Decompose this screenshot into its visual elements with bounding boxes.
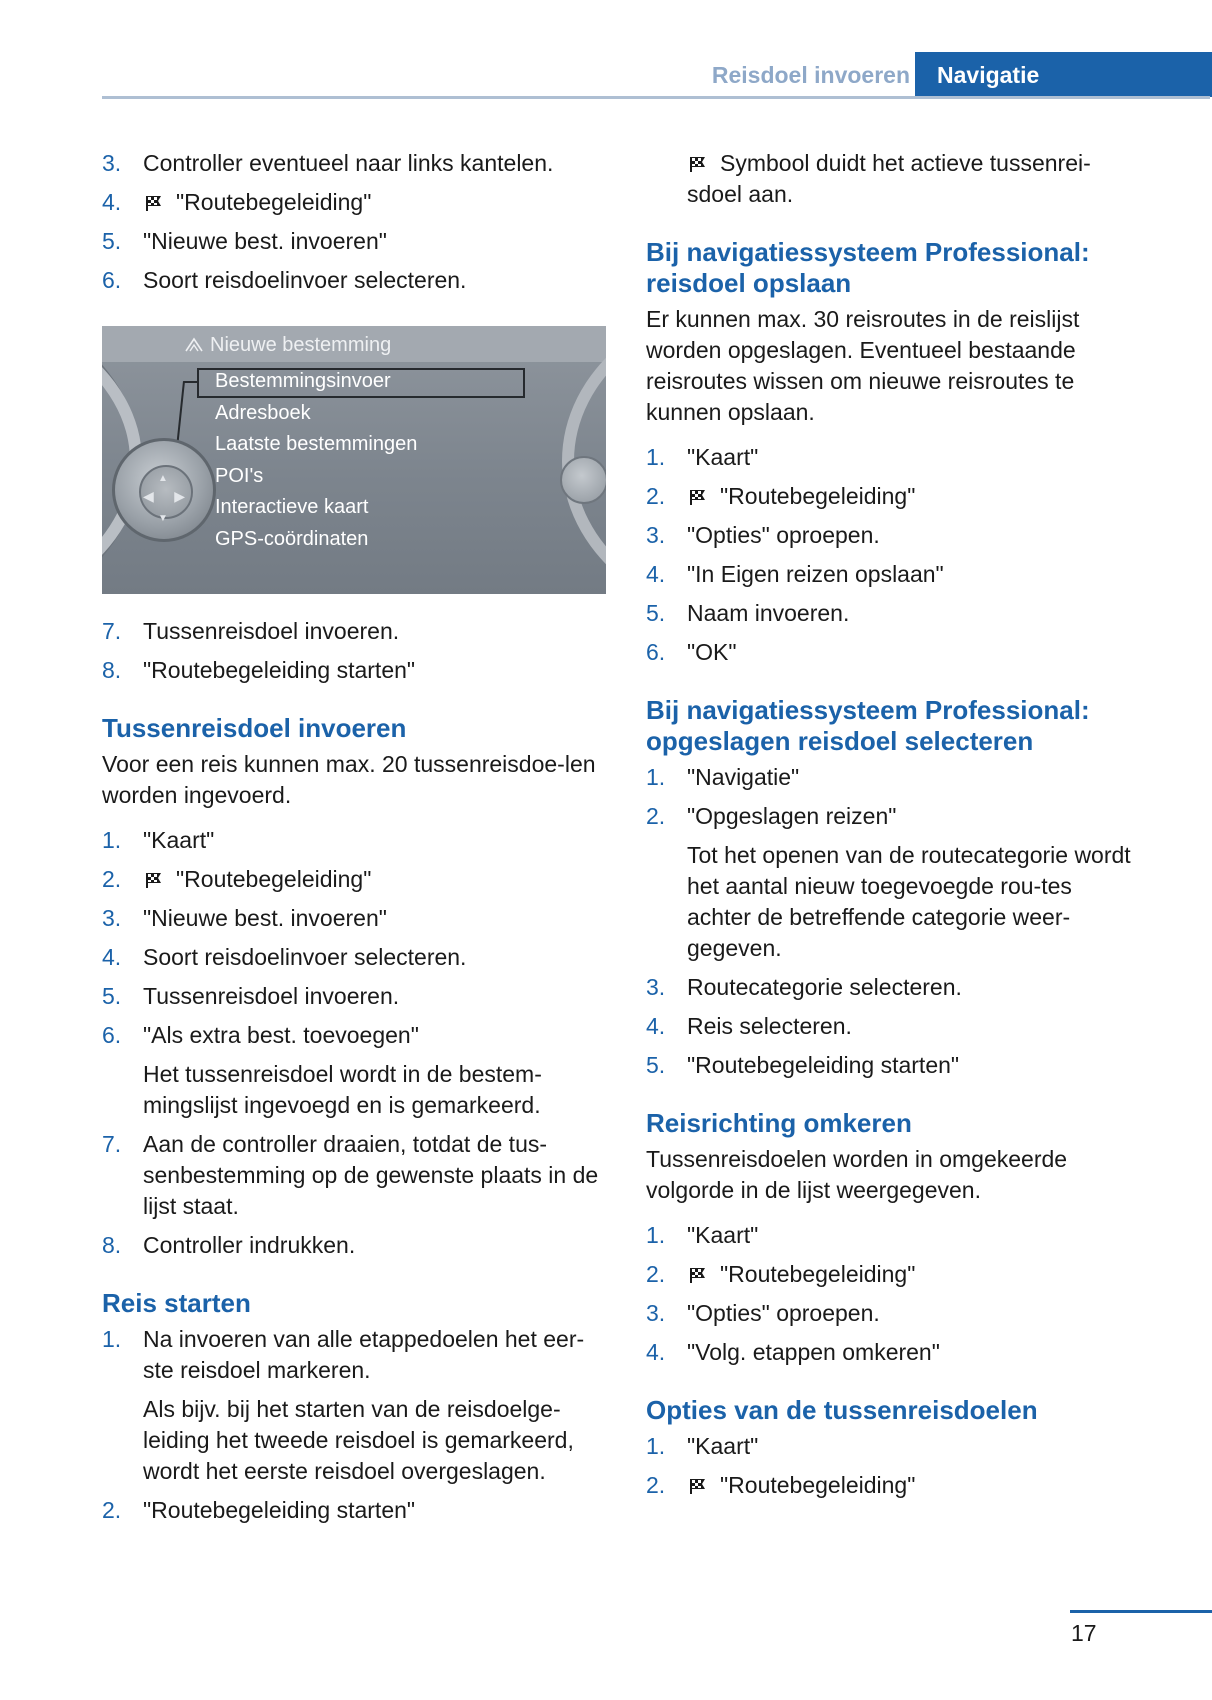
step-note: Het tussenreisdoel wordt in de bestem-mingslijst ingevoegd en is gemarkeerd. [143,1061,542,1118]
step-number: 2. [646,1472,666,1498]
step-text: "Kaart" [687,1222,759,1248]
step-text: "Navigatie" [687,764,800,790]
step-number: 1. [646,1222,666,1248]
step-text: "Routebegeleiding" [720,1472,916,1498]
list-item [102,187,607,218]
step-text: "Nieuwe best. invoeren" [143,228,387,254]
footer-rule [1070,1610,1212,1613]
arrow-left-icon: ◀ [143,488,154,504]
list-item [102,265,607,296]
arrow-down-icon: ▼ [158,513,168,524]
list-item [646,972,1136,1003]
menu-item: Bestemmingsinvoer [215,370,391,392]
step-text: "Routebegeleiding starten" [687,1052,960,1078]
route-guidance-flag-icon [143,870,165,890]
step-number: 1. [102,1326,122,1352]
section-heading: Bij navigatiessysteem Professional: opgeslagen reisdoel selecteren [646,695,1090,756]
step-text: "Routebegeleiding" [176,189,372,215]
idrive-screen-image [102,326,606,594]
step-number: 5. [102,983,122,1009]
list-item [646,559,1136,590]
list-item [102,864,607,895]
list-item [102,981,607,1012]
right-knob [560,456,606,504]
route-guidance-flag-icon [687,1476,709,1496]
list-item [646,762,1136,793]
step-text: "Opties" oproepen. [687,1300,880,1326]
step-text: Na invoeren van alle etappedoelen het eer-ste reisdoel markeren. [143,1326,585,1383]
step-number: 1. [646,1433,666,1459]
step-number: 4. [102,944,122,970]
step-number: 8. [102,657,122,683]
step-number: 1. [646,764,666,790]
menu-item: POI's [215,464,264,487]
list-item [102,226,607,257]
right-column [646,148,1136,1509]
step-number: 2. [646,803,666,829]
step-text: "Opties" oproepen. [687,522,880,548]
list-item [102,903,607,934]
step-number: 3. [646,974,666,1000]
step-text: "Kaart" [687,1433,759,1459]
list-item [102,1324,607,1386]
step-number: 7. [102,618,122,644]
paragraph: Tussenreisdoelen worden in omgekeerde volgorde in de lijst weergegeven. [646,1146,1068,1203]
left-column [102,148,607,1534]
list-item [646,598,1136,629]
screen-title-text: Nieuwe bestemming [210,334,392,356]
step-text: Soort reisdoelinvoer selecteren. [143,267,467,293]
list-item [646,481,1136,512]
step-text: "Kaart" [143,827,215,853]
step-number: 3. [646,1300,666,1326]
step-number: 4. [646,561,666,587]
step-text: Aan de controller draaien, totdat de tus-senbestemming op de gewenste plaats in de lijst staat. [143,1131,599,1219]
list-item [646,1470,1136,1501]
step-text: Controller indrukken. [143,1232,356,1258]
step-text: Controller eventueel naar links kantelen. [143,150,554,176]
step-text: "Routebegeleiding starten" [143,1497,416,1523]
header-rule [102,96,1210,99]
step-number: 8. [102,1232,122,1258]
step-number: 4. [646,1013,666,1039]
step-number: 5. [646,600,666,626]
route-guidance-flag-icon [687,154,709,174]
header-chapter-label: Navigatie [937,62,1040,88]
list-item [102,148,607,179]
route-guidance-flag-icon [687,1265,709,1285]
list-item [102,616,607,647]
list-item [102,825,607,856]
step-text: "In Eigen reizen opslaan" [687,561,944,587]
step-note: Tot het openen van de routecategorie wordt het aantal nieuw toegevoegde rou-tes achter de betreffende categorie weer-gegeven. [687,842,1131,961]
step-number: 6. [102,267,122,293]
section-heading: Opties van de tussenreisdoelen [646,1395,1038,1425]
list-item [646,1259,1136,1290]
symbol-note-text: Symbool duidt het actieve tussenrei-sdoel aan. [687,150,1091,207]
arrow-right-icon: ▶ [174,488,185,504]
list-item [102,942,607,973]
route-guidance-flag-icon [687,487,709,507]
step-number: 4. [646,1339,666,1365]
paragraph: Voor een reis kunnen max. 20 tussenreisdoe-len worden ingevoerd. [102,751,596,808]
step-text: "Volg. etappen omkeren" [687,1339,940,1365]
route-guidance-flag-icon [143,193,165,213]
list-item [102,655,607,686]
callout-line [184,381,198,383]
menu-item: Interactieve kaart [215,496,369,518]
list-item [646,801,1136,832]
section-heading: Reis starten [102,1288,251,1318]
list-item [646,1220,1136,1251]
step-note: Als bijv. bij het starten van de reisdoelge-leiding het tweede reisdoel is gemarkeerd, wordt het eerste reisdoel overgeslagen. [143,1396,574,1484]
step-text: Tussenreisdoel invoeren. [143,983,400,1009]
step-number: 6. [102,1022,122,1048]
list-item [102,1230,607,1261]
step-text: "Routebegeleiding" [720,483,916,509]
step-text: "OK" [687,639,737,665]
controller-knob [112,438,216,542]
step-number: 5. [102,228,122,254]
menu-item: GPS-coördinaten [215,527,369,550]
step-number: 3. [102,905,122,931]
step-number: 2. [102,866,122,892]
page-number: 17 [1071,1620,1097,1646]
step-number: 1. [646,444,666,470]
list-item [646,1337,1136,1368]
step-text: Soort reisdoelinvoer selecteren. [143,944,467,970]
step-number: 4. [102,189,122,215]
step-number: 6. [646,639,666,665]
step-text: "Routebegeleiding starten" [143,657,416,683]
list-item [646,1431,1136,1462]
list-item [646,1011,1136,1042]
step-text: "Nieuwe best. invoeren" [143,905,387,931]
list-item [102,1020,607,1051]
menu-item: Laatste bestemmingen [215,433,418,455]
header-section-title: Reisdoel invoeren [711,62,910,88]
paragraph: Er kunnen max. 30 reisroutes in de reislijst worden opgeslagen. Eventueel bestaande reisroutes wissen om nieuwe reisroutes te kunnen opslaan. [646,306,1080,425]
menu-item: Adresboek [215,401,311,424]
step-number: 2. [646,1261,666,1287]
step-text: "Kaart" [687,444,759,470]
list-item [646,442,1136,473]
section-heading: Bij navigatiessysteem Professional: reisdoel opslaan [646,237,1090,298]
step-number: 2. [102,1497,122,1523]
header-chapter-tab [915,52,1212,97]
symbol-note [646,148,1136,210]
step-number: 7. [102,1131,122,1157]
step-number: 3. [646,522,666,548]
step-number: 3. [102,150,122,176]
navigation-icon [184,332,204,348]
screen-title [184,330,391,361]
step-number: 5. [646,1052,666,1078]
step-text: "Als extra best. toevoegen" [143,1022,419,1048]
list-item [102,1129,607,1222]
arrow-up-icon: ▲ [158,473,168,484]
step-text: "Routebegeleiding" [720,1261,916,1287]
list-item [646,520,1136,551]
step-text: Naam invoeren. [687,600,850,626]
section-heading: Tussenreisdoel invoeren [102,713,407,743]
step-number: 1. [102,827,122,853]
section-heading: Reisrichting omkeren [646,1108,912,1138]
step-text: Reis selecteren. [687,1013,852,1039]
step-number: 2. [646,483,666,509]
list-item [646,637,1136,668]
step-text: "Routebegeleiding" [176,866,372,892]
step-text: "Opgeslagen reizen" [687,803,897,829]
list-item [646,1050,1136,1081]
step-text: Tussenreisdoel invoeren. [143,618,400,644]
list-item [646,1298,1136,1329]
list-item [102,1495,607,1526]
screen-menu [215,366,417,555]
step-text: Routecategorie selecteren. [687,974,962,1000]
